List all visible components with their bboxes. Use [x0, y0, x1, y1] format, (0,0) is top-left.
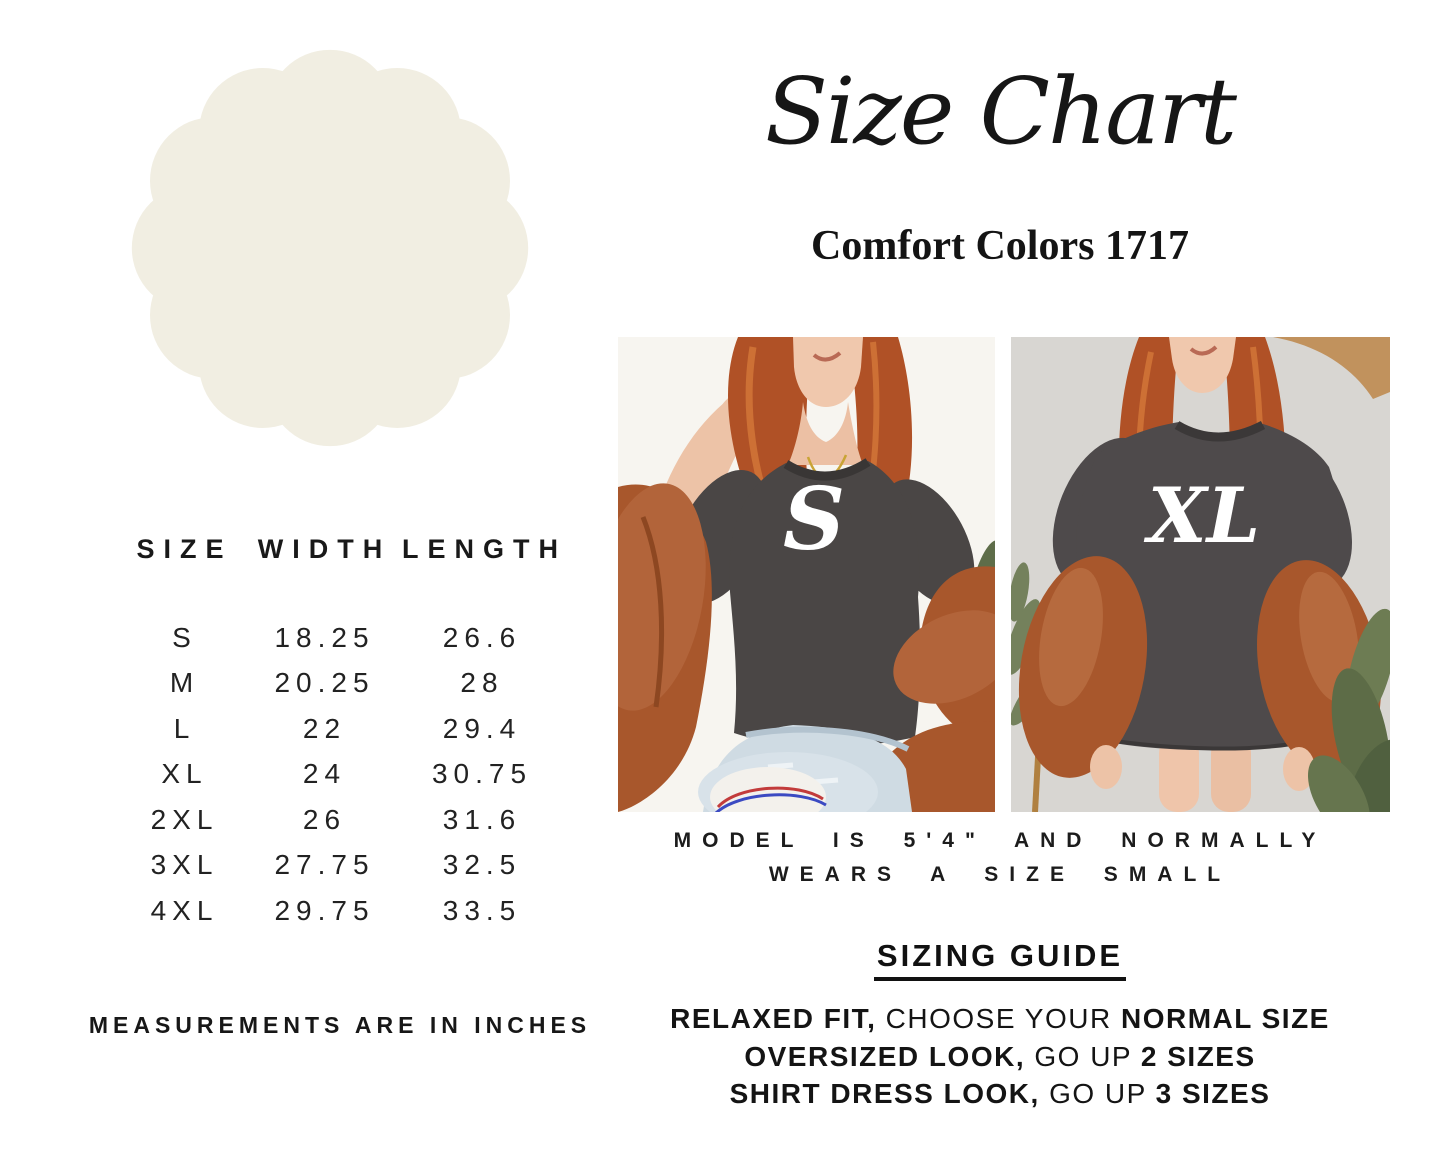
cell-length: 32.5: [442, 849, 522, 881]
size-table-header: [122, 534, 567, 565]
cell-length: 30.75: [431, 758, 533, 790]
page-title: Size Chart: [764, 58, 1236, 165]
column-header-width: WIDTH: [257, 534, 392, 564]
table-row: [122, 843, 562, 889]
table-row: [122, 706, 562, 752]
size-table-body: [122, 615, 562, 934]
size-table: [122, 534, 567, 934]
cell-size: XL: [161, 758, 208, 790]
cell-size: S: [172, 621, 197, 653]
cell-width: 18.25: [274, 621, 375, 653]
guide-line-oversized: OVERSIZED LOOK, GO UP 2 SIZES: [744, 1040, 1256, 1072]
scalloped-flower-shape: [130, 48, 530, 448]
cell-size: 4XL: [150, 894, 219, 926]
model-photo-size-s: [618, 337, 995, 812]
table-row: [122, 797, 562, 843]
cell-width: 27.75: [274, 849, 375, 881]
cell-size: 3XL: [150, 849, 219, 881]
model-photo-size-xl: [1011, 337, 1390, 812]
cell-width: 29.75: [274, 894, 375, 926]
table-row: [122, 888, 562, 934]
cell-width: 22: [302, 712, 347, 744]
cell-width: 26: [302, 803, 347, 835]
sizing-guide-heading: SIZING GUIDE: [620, 938, 1380, 981]
cell-length: 31.6: [442, 803, 522, 835]
size-xl-print: XL: [1147, 471, 1261, 560]
sizing-guide-lines: [580, 1000, 1420, 1113]
table-row: [122, 752, 562, 798]
cell-width: 24: [302, 758, 347, 790]
size-s-print: S: [782, 469, 846, 570]
cell-size: L: [173, 712, 196, 744]
guide-line-relaxed: RELAXED FIT, CHOOSE YOUR NORMAL SIZE: [670, 1003, 1330, 1034]
model-caption-line1: MODEL IS 5'4" AND NORMALLY: [673, 829, 1327, 852]
cell-length: 29.4: [442, 712, 522, 744]
table-row: [122, 615, 562, 661]
cell-size: 2XL: [150, 803, 219, 835]
cell-length: 28: [460, 667, 504, 699]
cell-length: 33.5: [442, 894, 522, 926]
column-header-size: SIZE: [136, 534, 233, 564]
page-subtitle: Comfort Colors 1717: [811, 223, 1189, 269]
measurements-footnote: MEASUREMENTS ARE IN INCHES: [88, 1012, 592, 1038]
model-caption-line2: WEARS A SIZE SMALL: [768, 863, 1232, 886]
table-row: [122, 661, 562, 707]
cell-width: 20.25: [274, 667, 375, 699]
cell-length: 26.6: [442, 621, 522, 653]
model-caption: [620, 824, 1380, 892]
column-header-length: LENGTH: [402, 534, 567, 564]
guide-line-shirt-dress: SHIRT DRESS LOOK, GO UP 3 SIZES: [729, 1078, 1271, 1109]
cell-size: M: [169, 667, 200, 699]
